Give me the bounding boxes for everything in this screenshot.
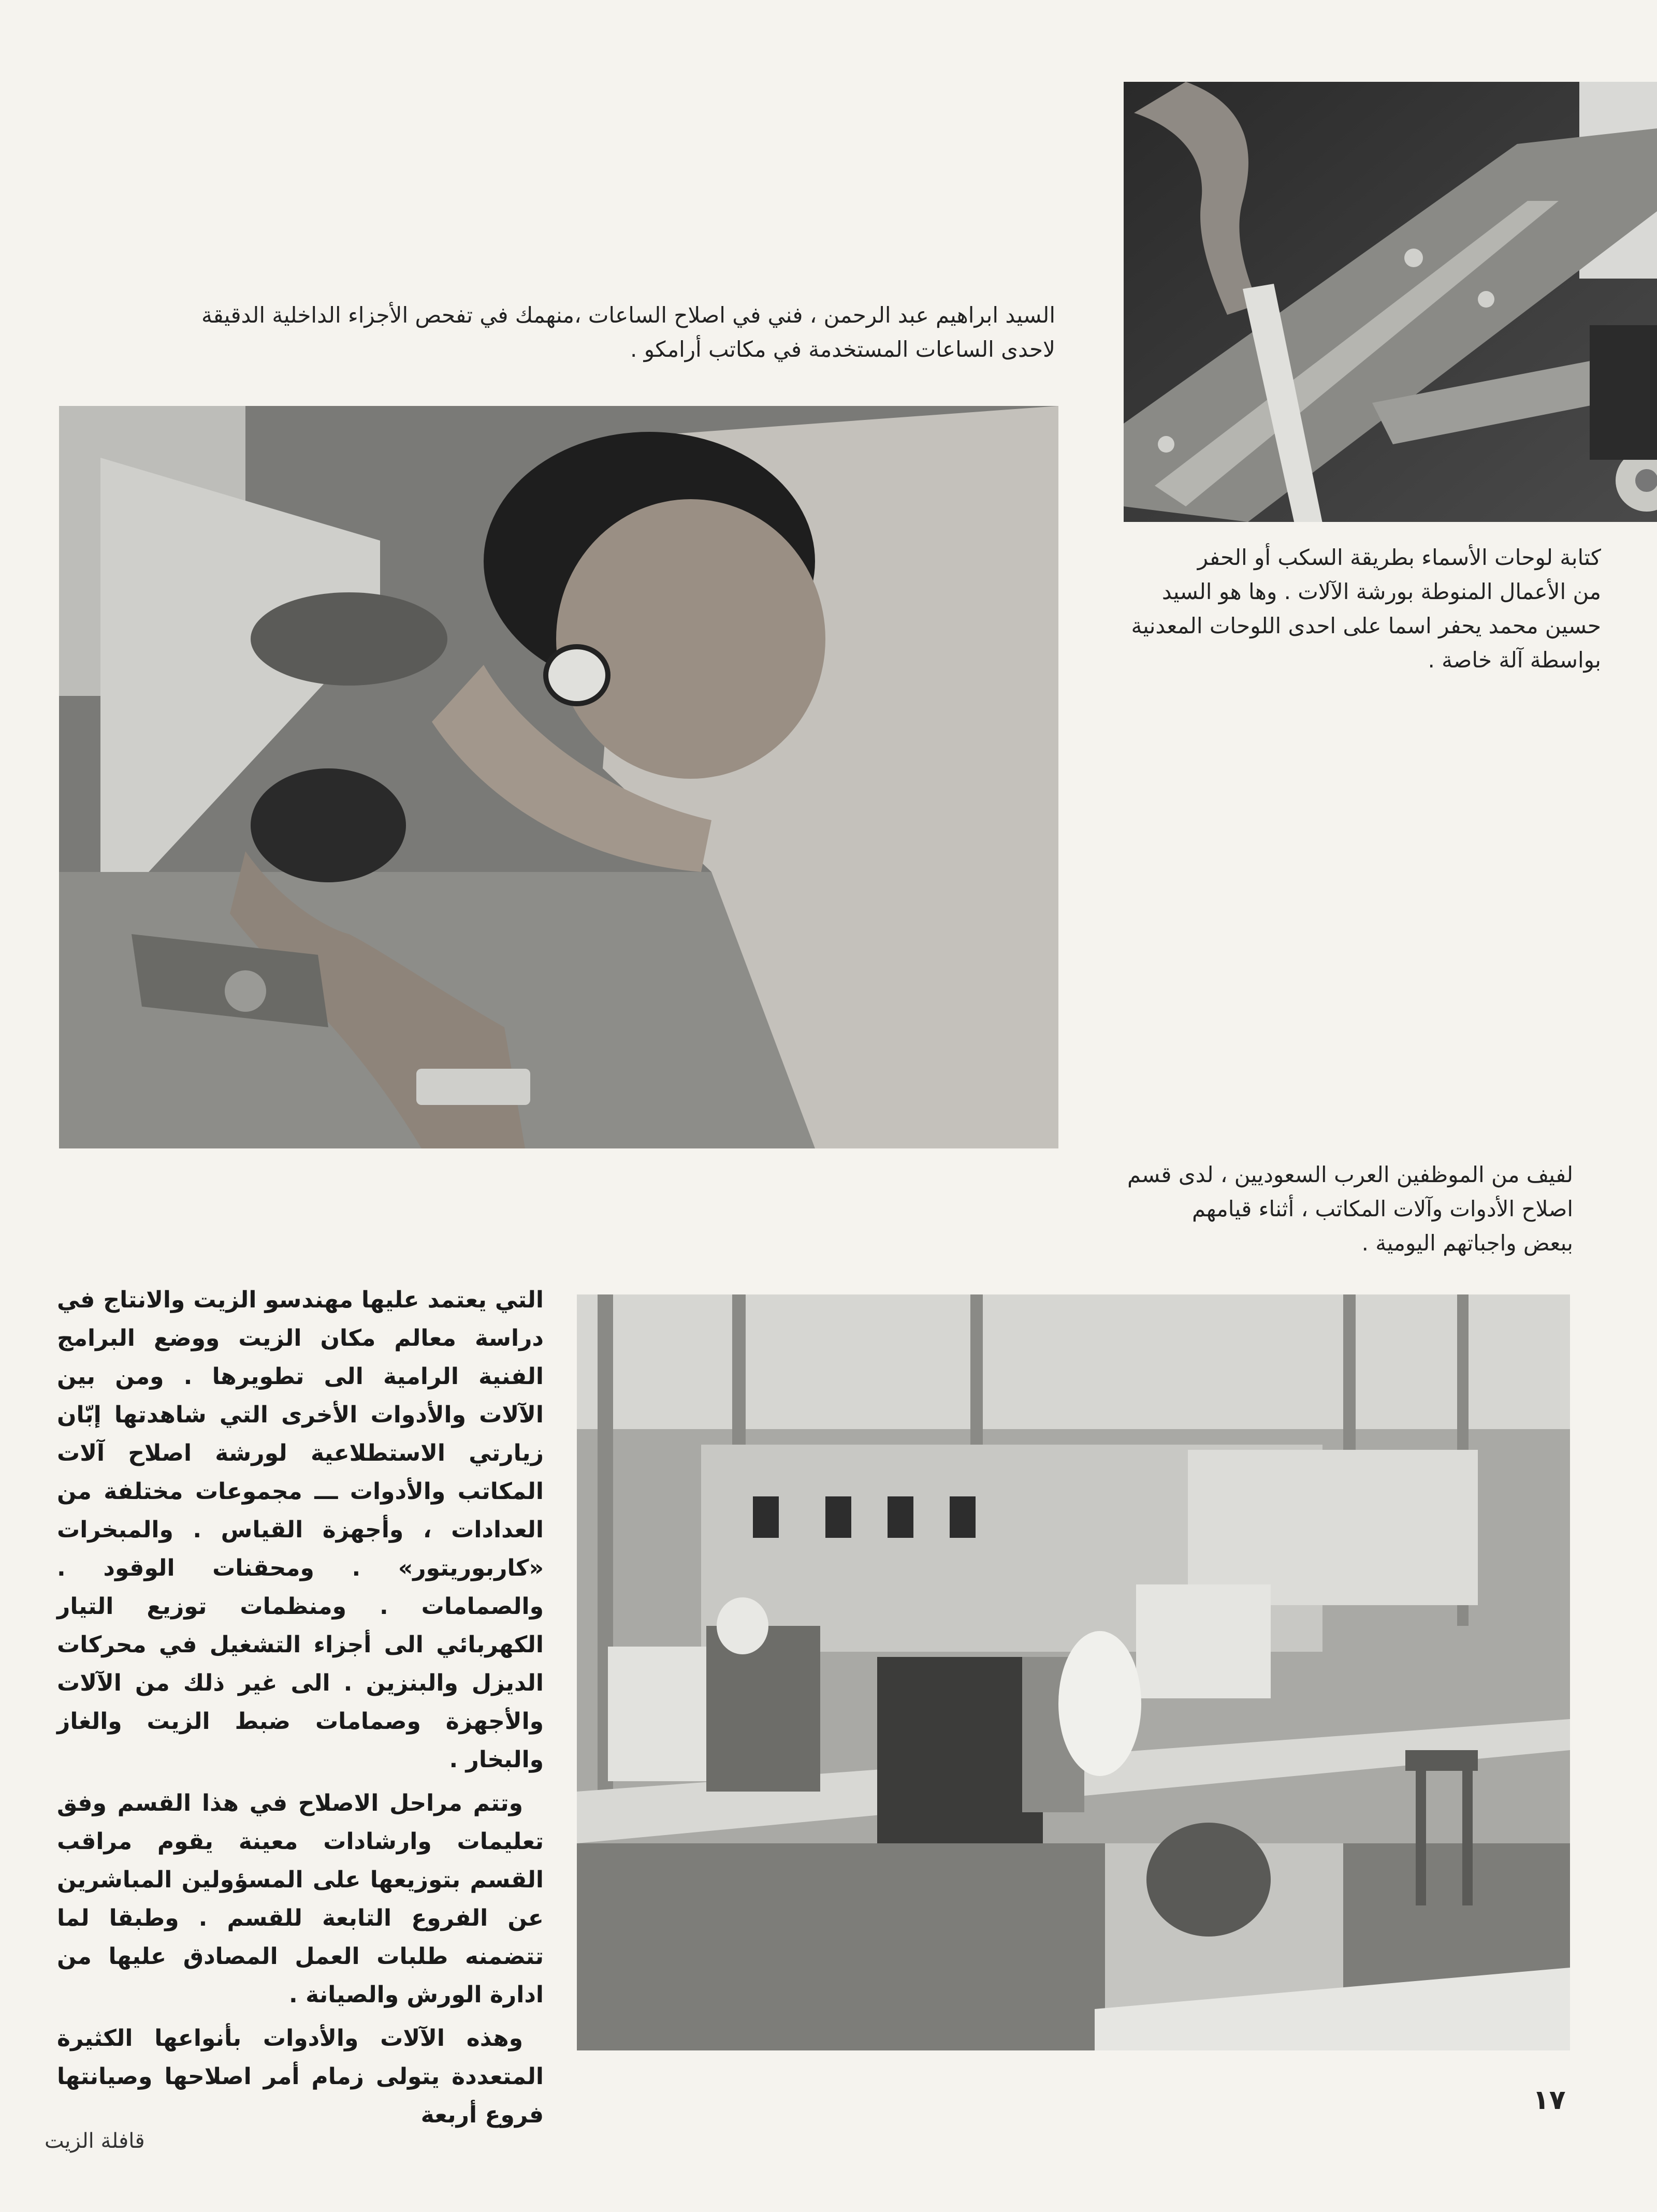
workshop-caption	[1097, 1158, 1573, 1260]
engraving-caption-line: حسين محمد يحفر اسما على احدى اللوحات المعدنية	[1131, 613, 1601, 638]
watch-repair-caption-line: السيد ابراهيم عبد الرحمن ، فني في اصلاح الساعات ،منهمك في تفحص الأجزاء الداخلية الدقيقة	[201, 302, 1055, 328]
engraving-photo	[1124, 82, 1657, 522]
engraving-caption	[1109, 541, 1601, 677]
workshop-caption-line: لفيف من الموظفين العرب السعوديين ، لدى قسم	[1127, 1162, 1573, 1187]
watch-repair-photo	[59, 406, 1058, 1148]
workshop-caption-line: اصلاح الأدوات وآلات المكاتب ، أثناء قيامهم	[1191, 1196, 1573, 1221]
article-paragraph: وتتم مراحل الاصلاح في هذا القسم وفق تعليمات وارشادات معينة يقوم مراقب القسم بتوزيعها على المسؤولين المباشرين عن الفروع التابعة للقسم . وطبقا لما تتضمنه طلبات العمل المصادق عليها من ادارة الورش والصيانة .	[57, 1790, 544, 2008]
article-body	[57, 1281, 544, 2140]
workshop-caption-line: ببعض واجباتهم اليومية .	[1361, 1230, 1573, 1256]
engraving-caption-line: كتابة لوحات الأسماء بطريقة السكب أو الحفر	[1197, 545, 1601, 570]
watch-repair-caption-line: لاحدى الساعات المستخدمة في مكاتب أرامكو .	[630, 337, 1055, 362]
engraving-caption-line: بواسطة آلة خاصة .	[1428, 647, 1601, 673]
magazine-name: قافلة الزيت	[45, 2129, 145, 2153]
article-paragraph: التي يعتمد عليها مهندسو الزيت والانتاج في دراسة معالم مكان الزيت ووضع البرامج الفنية الرامية الى تطويرها . ومن بين الآلات والأدوات الأخرى التي شاهدتها إبّان زيارتي الاستطلاعية لورشة اصلاح آلات المكاتب والأدوات ـــ مجموعات مختلفة من العدادات ، وأجهزة القياس . والمبخرات «كاربوريتور» . ومحقنات الوقود . والصمامات . ومنظمات توزيع التيار الكهربائي الى أجزاء التشغيل في محركات الديزل والبنزين . الى غير ذلك من الآلات والأجهزة وصمامات ضبط الزيت والغاز والبخار .	[57, 1287, 544, 1773]
page-number: ١٧	[1533, 2085, 1566, 2116]
workshop-photo	[577, 1294, 1570, 2050]
engraving-caption-line: من الأعمال المنوطة بورشة الآلات . وها هو السيد	[1161, 579, 1601, 604]
article-paragraph: وهذه الآلات والأدوات بأنواعها الكثيرة المتعددة يتولى زمام أمر اصلاحها وصيانتها فروع أربعة	[57, 2025, 544, 2128]
watch-repair-caption	[61, 298, 1055, 367]
